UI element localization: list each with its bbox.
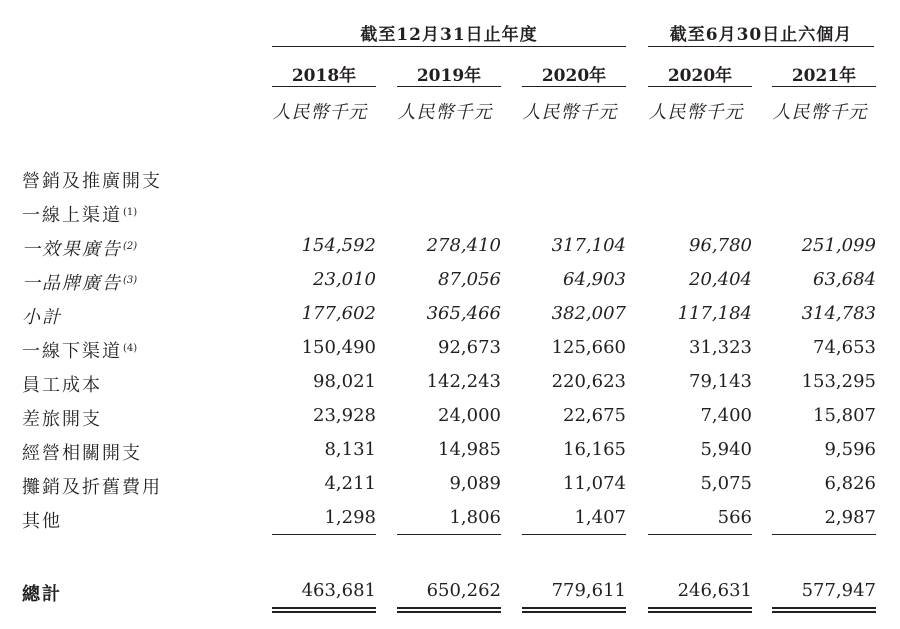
row-value: 117,184	[677, 303, 752, 324]
row-value: 5,940	[700, 439, 752, 460]
group-title-interim: 截至6月30日止六個月	[669, 25, 853, 45]
year-header-5: 2021年	[791, 66, 857, 86]
row-label-text: 一效果廣告	[22, 239, 122, 260]
total-double-rule-4	[648, 607, 752, 613]
total-double-rule-5	[772, 607, 876, 613]
year-header-2: 2019年	[416, 66, 482, 86]
row-value: 22,675	[563, 405, 626, 426]
row-value: 96,780	[689, 235, 752, 256]
row-value: 317,104	[551, 235, 626, 256]
total-double-rule-3	[522, 607, 626, 613]
row-value: 154,592	[301, 235, 376, 256]
unit-header-2: 人民幣千元	[397, 102, 493, 123]
row-value: 278,410	[426, 235, 501, 256]
total-value-1: 463,681	[301, 580, 376, 601]
row-value: 251,099	[801, 235, 876, 256]
group-rule-annual	[272, 46, 626, 47]
row-value: 177,602	[301, 303, 376, 324]
total-value-3: 779,611	[551, 580, 626, 601]
subtotal-rule-5	[772, 534, 876, 535]
row-label	[22, 303, 62, 329]
subtotal-rule-2	[397, 534, 501, 535]
row-label-text: 攤銷及折舊費用	[22, 477, 162, 498]
row-value: 6,826	[824, 473, 876, 494]
unit-header-3: 人民幣千元	[522, 102, 618, 123]
row-label	[22, 269, 137, 295]
row-value: 20,404	[689, 269, 752, 290]
subtotal-rule-1	[272, 534, 376, 535]
row-value: 74,653	[813, 337, 876, 358]
row-label	[22, 405, 102, 431]
row-label-text: 差旅開支	[22, 409, 102, 430]
row-value: 11,074	[563, 473, 626, 494]
row-value: 63,684	[813, 269, 876, 290]
subtotal-rule-4	[648, 534, 752, 535]
year-rule-3	[522, 86, 626, 87]
row-label	[22, 507, 62, 533]
row-label	[22, 439, 142, 465]
row-value: 125,660	[551, 337, 626, 358]
total-value-5: 577,947	[801, 580, 876, 601]
row-label	[22, 473, 162, 499]
row-label-text: 經營相關開支	[22, 443, 142, 464]
row-label	[22, 201, 137, 227]
unit-header-5: 人民幣千元	[772, 102, 868, 123]
footnote-marker: (3)	[123, 275, 138, 286]
row-value: 4,211	[324, 473, 376, 494]
footnote-marker: (2)	[123, 241, 138, 252]
row-value: 23,928	[313, 405, 376, 426]
row-value: 566	[717, 507, 752, 528]
subtotal-rule-3	[522, 534, 626, 535]
row-value: 9,596	[824, 439, 876, 460]
total-value-4: 246,631	[677, 580, 752, 601]
row-value: 365,466	[426, 303, 501, 324]
row-value: 64,903	[563, 269, 626, 290]
row-value: 142,243	[426, 371, 501, 392]
row-value: 9,089	[449, 473, 501, 494]
year-rule-4	[648, 86, 752, 87]
unit-header-1: 人民幣千元	[272, 102, 368, 123]
row-value: 382,007	[551, 303, 626, 324]
row-value: 314,783	[801, 303, 876, 324]
row-value: 8,131	[324, 439, 376, 460]
year-header-3: 2020年	[541, 66, 607, 86]
row-value: 16,165	[563, 439, 626, 460]
row-value: 98,021	[313, 371, 376, 392]
row-value: 5,075	[700, 473, 752, 494]
total-double-rule-1	[272, 607, 376, 613]
row-label	[22, 337, 137, 363]
year-header-1: 2018年	[291, 66, 357, 86]
row-value: 153,295	[801, 371, 876, 392]
row-label	[22, 167, 162, 193]
row-value: 87,056	[438, 269, 501, 290]
footnote-marker: (4)	[123, 343, 138, 354]
row-value: 1,298	[324, 507, 376, 528]
row-label-text: 一線下渠道	[22, 341, 122, 362]
row-value: 220,623	[551, 371, 626, 392]
row-label-text: 其他	[22, 511, 62, 532]
row-value: 23,010	[313, 269, 376, 290]
row-value: 7,400	[700, 405, 752, 426]
total-double-rule-2	[397, 607, 501, 613]
row-label-text: 一品牌廣告	[22, 273, 122, 294]
year-rule-1	[272, 86, 376, 87]
row-value: 24,000	[438, 405, 501, 426]
row-label-text: 員工成本	[22, 375, 102, 396]
row-value: 31,323	[689, 337, 752, 358]
year-rule-5	[772, 86, 876, 87]
row-value: 1,407	[574, 507, 626, 528]
row-value: 1,806	[449, 507, 501, 528]
row-label	[22, 235, 137, 261]
group-rule-interim	[648, 46, 874, 47]
row-value: 15,807	[813, 405, 876, 426]
row-value: 2,987	[824, 507, 876, 528]
row-value: 14,985	[438, 439, 501, 460]
row-value: 92,673	[438, 337, 501, 358]
total-label: 總計	[22, 584, 62, 605]
group-title-annual: 截至12月31日止年度	[360, 25, 538, 45]
row-value: 150,490	[301, 337, 376, 358]
total-value-2: 650,262	[426, 580, 501, 601]
row-value: 79,143	[689, 371, 752, 392]
row-label-text: 營銷及推廣開支	[22, 171, 162, 192]
row-label-text: 一線上渠道	[22, 205, 122, 226]
unit-header-4: 人民幣千元	[648, 102, 744, 123]
footnote-marker: (1)	[123, 207, 138, 218]
year-rule-2	[397, 86, 501, 87]
row-label	[22, 371, 102, 397]
row-label-text: 小計	[22, 307, 62, 328]
year-header-4: 2020年	[667, 66, 733, 86]
